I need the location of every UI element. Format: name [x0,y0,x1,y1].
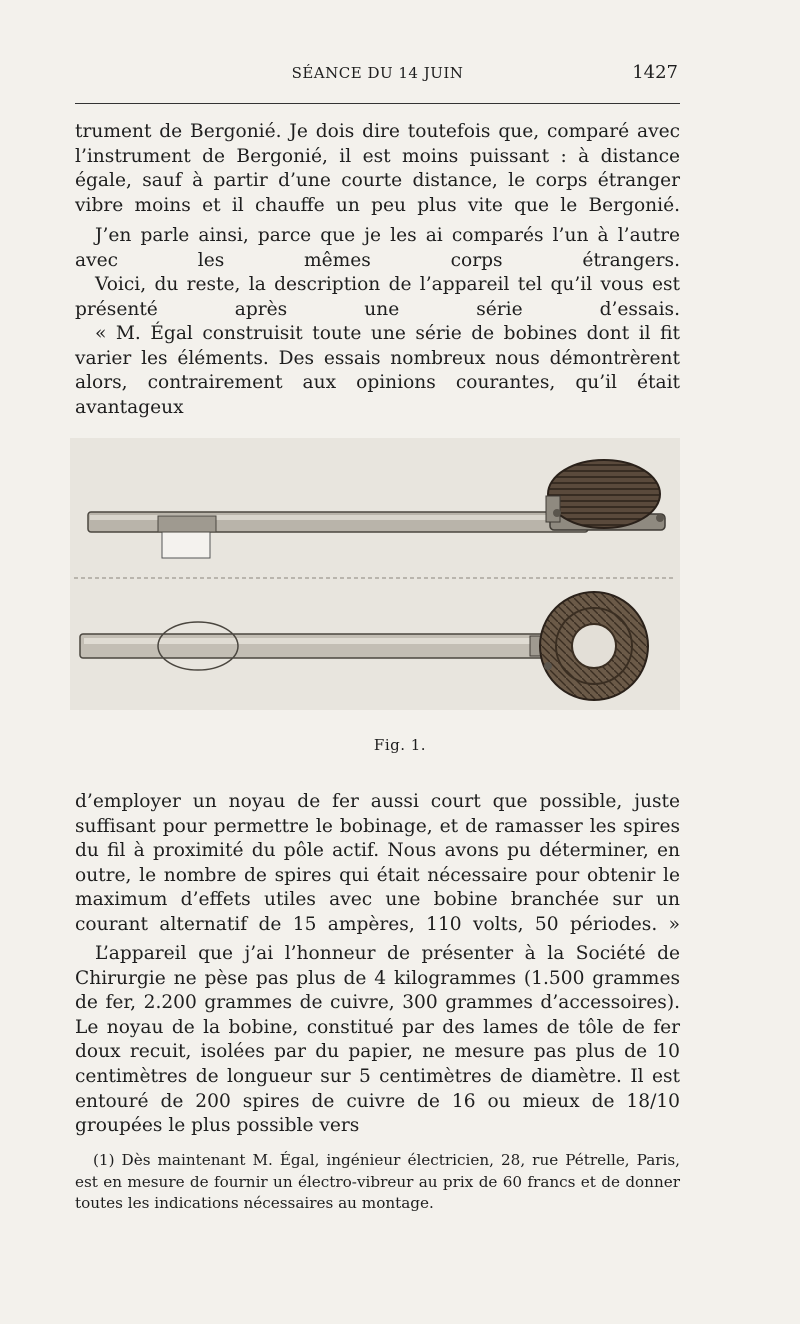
paragraph-1: trument de Bergonié. Je dois dire toutefois que, comparé avec l’instrument de Bergonié, il est moins puissant : à distance égale, sauf à partir d’une courte distance, le corps étranger vibre moins et il chauffe un peu plus vite que le Bergonié. [75,121,680,216]
header-title: SÉANCE DU 14 JUIN [291,64,464,82]
paragraph-3: Voici, du reste, la description de l’appareil tel qu’il vous est présenté après une série d’essais. [75,274,680,320]
header-rule [75,103,680,104]
paragraph-5: d’employer un noyau de fer aussi court que possible, juste suffisant pour permettre le bobinage, et de ramasser les spires du fil à proximité du pôle actif. Nous avons pu déterminer, en outre, le nombre de spires qui était nécessaire pour obtenir le maximum d’effets utiles avec une bobine branchée sur un courant alternatif de 15 ampères, 110 volts, 50 périodes. » [75,791,680,935]
footnote: (1) Dès maintenant M. Égal, ingénieur électricien, 28, rue Pétrelle, Paris, est en mesure de fournir un électro-vibreur au prix de 60 francs et de donner toutes les indications nécessaires au montage. [75,1151,680,1212]
paragraph-2: J’en parle ainsi, parce que je les ai comparés l’un à l’autre avec les mêmes corps étrangers. [75,225,680,271]
figure-caption: Fig. 1. [373,736,427,754]
figure-photograph [70,438,680,710]
paragraph-6: L’appareil que j’ai l’honneur de présenter à la Société de Chirurgie ne pèse pas plus de 4 kilogrammes (1.500 grammes de fer, 2.200 grammes de cuivre, 300 grammes d’accessoires). Le noyau de la bobine, constitué par des lames de tôle de fer doux recuit, isolées par du papier, ne mesure pas plus de 10 centimètres de longueur sur 5 centimètres de diamètre. Il est entouré de 200 spires de cuivre de 16 ou mieux de 18/10 groupées le plus possible vers [75,943,680,1137]
running-header [75,62,680,86]
paragraph-4: « M. Égal construisit toute une série de bobines dont il fit varier les éléments. Des essais nombreux nous démontrèrent alors, contrairement aux opinions courantes, qu’il était avantageux [75,323,680,418]
page-number: 1427 [632,62,678,83]
electro-vibrator-illustration [70,438,680,710]
